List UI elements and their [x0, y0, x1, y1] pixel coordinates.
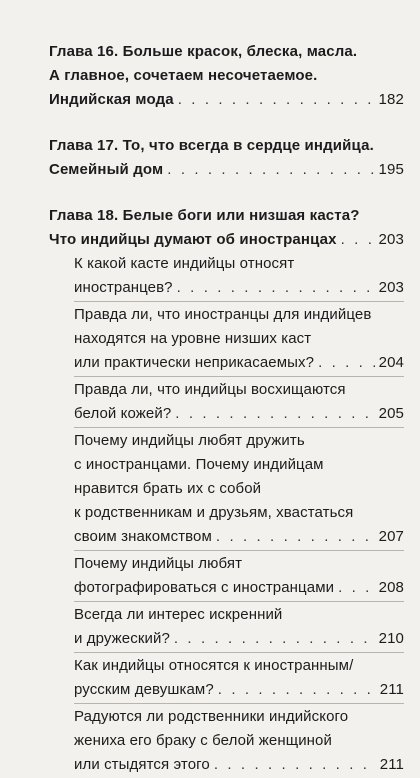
subentry-text: белой кожей? — [74, 405, 172, 422]
dot-leader — [177, 276, 375, 300]
dot-leader — [318, 351, 375, 375]
dot-leader — [175, 402, 374, 426]
chapter-entry — [49, 204, 404, 252]
chapter-entry-line: А главное, сочетаем несочетаемое. — [49, 67, 318, 84]
subentry — [74, 603, 404, 651]
subentry-last-line — [74, 525, 404, 549]
page-number: 203 — [378, 231, 404, 248]
chapter-entry-line: Глава 17. То, что всегда в сердце индийца. — [49, 137, 374, 154]
chapter-entry-text: Индийская мода — [49, 91, 174, 108]
page-number: 182 — [378, 91, 404, 108]
chapter-entry — [49, 40, 404, 112]
subentry-last-line — [74, 678, 404, 702]
dot-leader — [167, 158, 374, 182]
entry-separator — [74, 703, 404, 704]
subentry-line: к родственникам и друзьям, хвастаться — [74, 504, 354, 521]
subentry-line: Почему индийцы любят дружить — [74, 432, 305, 449]
entry-separator — [74, 427, 404, 428]
subentry-line: жениха его браку с белой женщиной — [74, 732, 332, 749]
chapter-entry — [49, 134, 404, 182]
chapter-list — [49, 40, 404, 252]
subentry-line: Правда ли, что иностранцы для индийцев — [74, 306, 372, 323]
chapter-entry-last-line — [49, 228, 404, 252]
subentry-last-line — [74, 276, 404, 300]
subentry — [74, 378, 404, 426]
subentry — [74, 252, 404, 300]
subentry-line: находятся на уровне низших каст — [74, 330, 312, 347]
subentry-last-line — [74, 351, 404, 375]
chapter-entry-last-line — [49, 158, 404, 182]
page-number: 208 — [378, 579, 404, 596]
subentry-line: с иностранцами. Почему индийцам — [74, 456, 324, 473]
dot-leader — [214, 753, 376, 777]
page-number: 203 — [378, 279, 404, 296]
subentry-last-line — [74, 627, 404, 651]
chapter-entry-text: Семейный дом — [49, 161, 164, 178]
dot-leader — [174, 627, 375, 651]
entry-separator — [74, 301, 404, 302]
subentry — [74, 705, 404, 777]
entry-separator — [74, 376, 404, 377]
subentry-line: Почему индийцы любят — [74, 555, 243, 572]
subentry-text: или стыдятся этого — [74, 756, 210, 773]
page-number: 205 — [378, 405, 404, 422]
subentry-text: и дружеский? — [74, 630, 170, 647]
chapter-entry-line: Глава 18. Белые боги или низшая каста? — [49, 207, 360, 224]
subentry-last-line — [74, 402, 404, 426]
dot-leader — [178, 88, 375, 112]
subentry-list — [74, 252, 404, 777]
page-number: 207 — [378, 528, 404, 545]
subentry-line: нравится брать их с собой — [74, 480, 262, 497]
page-number: 211 — [379, 681, 404, 698]
subentry-line: Правда ли, что индийцы восхищаются — [74, 381, 346, 398]
dot-leader — [216, 525, 375, 549]
subentry-text: русским девушкам? — [74, 681, 214, 698]
subentry-line: Как индийцы относятся к иностранным/ — [74, 657, 354, 674]
chapter-entry-text: Что индийцы думают об иностранцах — [49, 231, 337, 248]
entry-separator — [74, 652, 404, 653]
subentry-text: иностранцев? — [74, 279, 173, 296]
subentry-line: К какой касте индийцы относят — [74, 255, 295, 272]
dot-leader — [341, 228, 375, 252]
page-number: 195 — [378, 161, 404, 178]
subentry — [74, 552, 404, 600]
dot-leader — [218, 678, 376, 702]
page-number: 210 — [378, 630, 404, 647]
subentry-text: своим знакомством — [74, 528, 212, 545]
subentry-last-line — [74, 753, 404, 777]
page-number: 204 — [378, 354, 404, 371]
page-number: 211 — [379, 756, 404, 773]
entry-separator — [74, 550, 404, 551]
entry-separator — [74, 601, 404, 602]
subentry-line: Радуются ли родственники индийского — [74, 708, 349, 725]
subentry-text: фотографироваться с иностранцами — [74, 579, 335, 596]
subentry — [74, 429, 404, 549]
subentry — [74, 654, 404, 702]
dot-leader — [338, 576, 375, 600]
chapter-entry-last-line — [49, 88, 404, 112]
table-of-contents — [49, 40, 404, 778]
subentry-last-line — [74, 576, 404, 600]
chapter-entry-line: Глава 16. Больше красок, блеска, масла. — [49, 43, 358, 60]
subentry-line: Всегда ли интерес искренний — [74, 606, 283, 623]
subentry-text: или практически неприкасаемых? — [74, 354, 315, 371]
subentry — [74, 303, 404, 375]
